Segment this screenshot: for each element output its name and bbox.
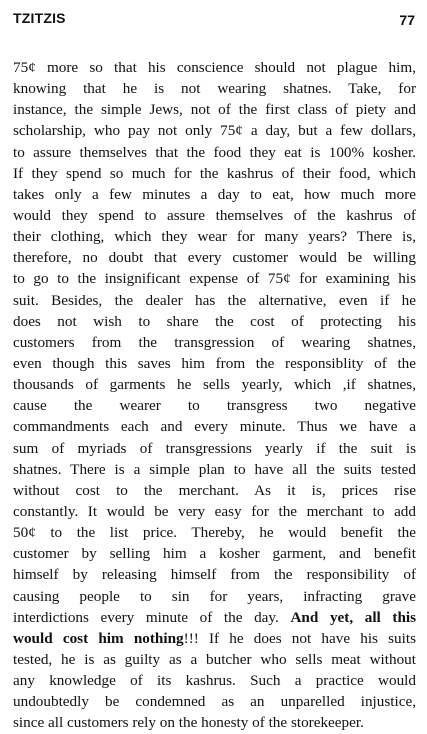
text-line: commandments each and every minute. Thus we have a <box>13 418 416 436</box>
text-line: shatnes. There is a simple plan to have all the suits tested <box>13 460 416 478</box>
bold-emphasis: would cost him nothing <box>13 629 184 647</box>
text-line: would they spend to assure themselves of the kashrus of <box>13 206 416 224</box>
text-line: customer by selling him a kosher garment, and benefit <box>13 545 416 563</box>
text-line: therefore, no doubt that every customer would be willing <box>13 249 416 267</box>
text-line: knowing that he is not wearing shatnes. Take, for <box>13 80 416 98</box>
text-line: causing people to sin for years, infracting grave <box>13 587 416 605</box>
page-number: 77 <box>399 12 415 28</box>
text-line: scholarship, who pay not only 75¢ a day, but a few dollars, <box>13 122 416 140</box>
text-line: himself by releasing himself from the responsibility of <box>13 566 416 584</box>
text-line: undoubtedly be condemned as an unparelled injustice, <box>13 693 416 711</box>
text-line: instance, the simple Jews, not of the first class of piety and <box>13 101 416 119</box>
text-line: to assure themselves that the food they eat is 100% kosher. <box>13 143 416 161</box>
text-line: customers from the transgression of wearing shatnes, <box>13 333 416 351</box>
text-line: to go to the insignificant expense of 75¢ for examining his <box>13 270 416 288</box>
text-run: !!! If he does not have his suits <box>183 629 416 647</box>
text-line: 75¢ more so that his conscience should not plague him, <box>13 59 416 76</box>
text-line: even though this saves him from the responsiblity of the <box>13 354 416 372</box>
text-line <box>13 628 416 649</box>
text-line: 50¢ to the list price. Thereby, he would benefit the <box>13 524 416 542</box>
text-line: since all customers rely on the honesty of the storekeeper. <box>13 714 364 732</box>
text-line: does not wish to share the cost of protecting his <box>13 312 416 330</box>
text-line: constantly. It would be very easy for the merchant to add <box>13 502 416 520</box>
text-line: their clothing, which they wear for many years? There is, <box>13 228 416 246</box>
body-text <box>13 57 416 734</box>
text-line: thousands of garments he sells yearly, which ,if shatnes, <box>13 376 416 394</box>
text-line: suit. Besides, the dealer has the alternative, even if he <box>13 291 416 309</box>
bold-emphasis: And yet, all this <box>290 608 416 626</box>
text-run: interdictions every minute of the day. <box>13 608 279 626</box>
text-line: takes only a few minutes a day to eat, how much more <box>13 185 416 203</box>
text-line: any knowledge of its kashrus. Such a practice would <box>13 672 416 690</box>
page-header <box>13 10 415 32</box>
text-line: If they spend so much for the kashrus of their food, which <box>13 164 416 182</box>
text-line: sum of myriads of transgressions yearly if the suit is <box>13 439 416 457</box>
text-line <box>13 607 416 628</box>
text-line: tested, he is as guilty as a butcher who sells meat without <box>13 650 416 668</box>
running-head: TZITZIS <box>13 10 66 26</box>
text-line: cause the wearer to transgress two negative <box>13 397 416 415</box>
text-line: without cost to the merchant. As it is, prices rise <box>13 481 416 499</box>
